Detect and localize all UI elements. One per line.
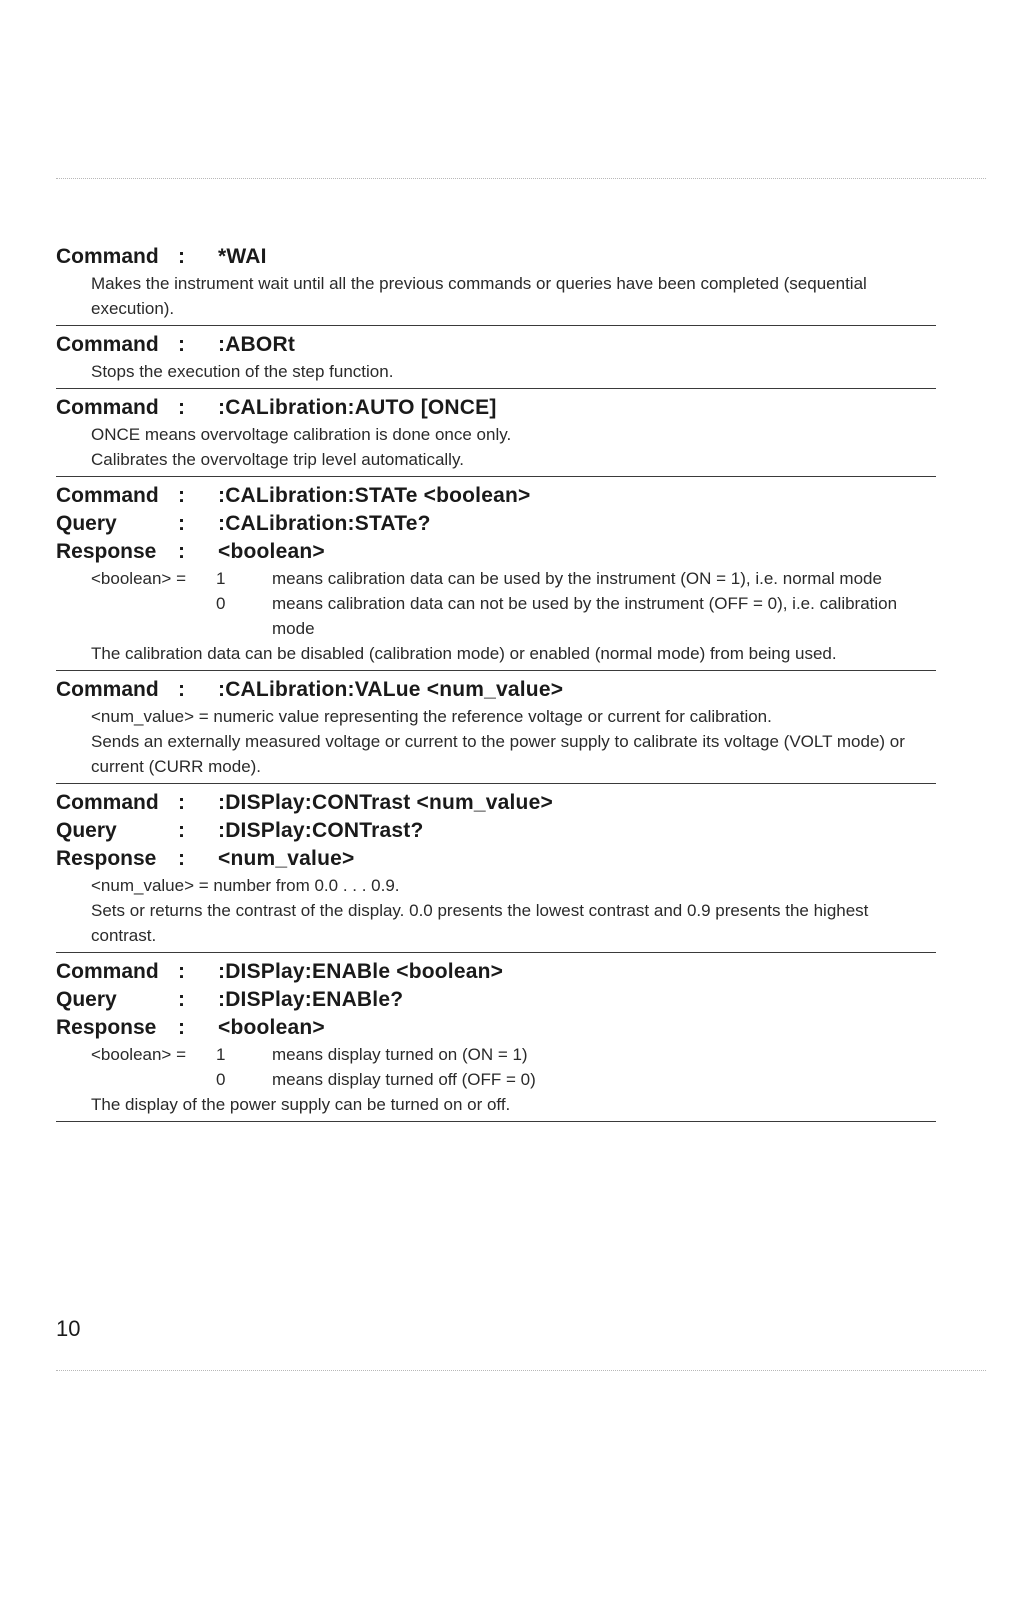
line-colon: :	[178, 1016, 185, 1039]
command-block	[56, 243, 936, 326]
value-meaning: means calibration data can be used by the instrument (ON = 1), i.e. normal mode	[272, 569, 882, 588]
command-syntax: <boolean>	[218, 1016, 325, 1039]
line-colon: :	[178, 988, 185, 1011]
command-block	[56, 482, 936, 671]
command-line	[56, 986, 936, 1014]
line-kind: Query	[56, 512, 117, 535]
command-line	[56, 510, 936, 538]
value-number: 1	[216, 569, 226, 588]
command-description: The display of the power supply can be turned on or off.	[91, 1095, 511, 1114]
line-kind: Command	[56, 245, 159, 268]
command-syntax: :DISPlay:CONTrast <num_value>	[218, 791, 553, 814]
command-reference	[56, 243, 936, 1127]
command-line	[56, 331, 936, 359]
command-description: Stops the execution of the step function.	[91, 362, 394, 381]
line-kind: Query	[56, 988, 117, 1011]
command-description: <num_value> = number from 0.0 . . . 0.9.	[91, 876, 400, 895]
line-kind: Response	[56, 847, 157, 870]
line-colon: :	[178, 396, 185, 419]
line-kind: Query	[56, 819, 117, 842]
value-number: 1	[216, 1045, 226, 1064]
command-syntax: :ABORt	[218, 333, 296, 356]
command-line	[56, 676, 936, 704]
command-block	[56, 958, 936, 1122]
command-syntax: :DISPlay:ENABle <boolean>	[218, 960, 504, 983]
command-line	[56, 538, 936, 566]
command-line	[56, 482, 936, 510]
command-description: Makes the instrument wait until all the previous commands or queries have been completed (sequential execution).	[91, 274, 867, 318]
value-number: 0	[216, 594, 226, 613]
line-colon: :	[178, 484, 185, 507]
value-definition	[91, 1042, 936, 1067]
command-line	[56, 1014, 936, 1042]
line-kind: Response	[56, 540, 157, 563]
value-definition	[91, 591, 936, 641]
command-description: Sets or returns the contrast of the display. 0.0 presents the lowest contrast and 0.9 presents the highest contrast.	[91, 901, 869, 945]
line-colon: :	[178, 540, 185, 563]
command-description: Sends an externally measured voltage or current to the power supply to calibrate its voltage (VOLT mode) or current (CURR mode).	[91, 732, 905, 776]
command-block	[56, 394, 936, 477]
command-line	[56, 394, 936, 422]
bottom-dotted-rule	[56, 1370, 986, 1371]
command-syntax: *WAI	[218, 245, 267, 268]
command-line	[56, 845, 936, 873]
line-colon: :	[178, 512, 185, 535]
value-label	[91, 1067, 216, 1092]
command-syntax: :CALibration:AUTO [ONCE]	[218, 396, 497, 419]
line-kind: Command	[56, 791, 159, 814]
line-colon: :	[178, 847, 185, 870]
line-kind: Response	[56, 1016, 157, 1039]
command-syntax: :DISPlay:CONTrast?	[218, 819, 424, 842]
command-line	[56, 958, 936, 986]
value-label	[91, 591, 216, 641]
command-syntax: :CALibration:STATe?	[218, 512, 431, 535]
command-description: The calibration data can be disabled (calibration mode) or enabled (normal mode) from being used.	[91, 644, 837, 663]
value-definition	[91, 1067, 936, 1092]
line-kind: Command	[56, 960, 159, 983]
line-kind: Command	[56, 484, 159, 507]
command-line	[56, 789, 936, 817]
line-colon: :	[178, 245, 185, 268]
line-colon: :	[178, 819, 185, 842]
command-description: ONCE means overvoltage calibration is done once only.	[91, 425, 512, 444]
top-dotted-rule	[56, 178, 986, 179]
value-number: 0	[216, 1070, 226, 1089]
command-line	[56, 243, 936, 271]
command-description: <num_value> = numeric value representing the reference voltage or current for calibration.	[91, 707, 772, 726]
line-kind: Command	[56, 678, 159, 701]
line-kind: Command	[56, 396, 159, 419]
command-syntax: <num_value>	[218, 847, 355, 870]
value-definition	[91, 566, 936, 591]
line-colon: :	[178, 333, 185, 356]
command-syntax: :CALibration:STATe <boolean>	[218, 484, 531, 507]
command-description: Calibrates the overvoltage trip level automatically.	[91, 450, 464, 469]
command-syntax: :DISPlay:ENABle?	[218, 988, 404, 1011]
line-colon: :	[178, 960, 185, 983]
line-colon: :	[178, 791, 185, 814]
command-block	[56, 331, 936, 389]
value-meaning: means display turned off (OFF = 0)	[272, 1070, 536, 1089]
value-label: <boolean> =	[91, 1045, 187, 1064]
command-syntax: :CALibration:VALue <num_value>	[218, 678, 564, 701]
value-label: <boolean> =	[91, 569, 187, 588]
command-block	[56, 676, 936, 784]
page-number: 10	[56, 1316, 81, 1341]
command-line	[56, 817, 936, 845]
value-meaning: means calibration data can not be used by the instrument (OFF = 0), i.e. calibration mode	[272, 594, 898, 638]
value-meaning: means display turned on (ON = 1)	[272, 1045, 528, 1064]
command-block	[56, 789, 936, 953]
command-syntax: <boolean>	[218, 540, 325, 563]
line-colon: :	[178, 678, 185, 701]
line-kind: Command	[56, 333, 159, 356]
